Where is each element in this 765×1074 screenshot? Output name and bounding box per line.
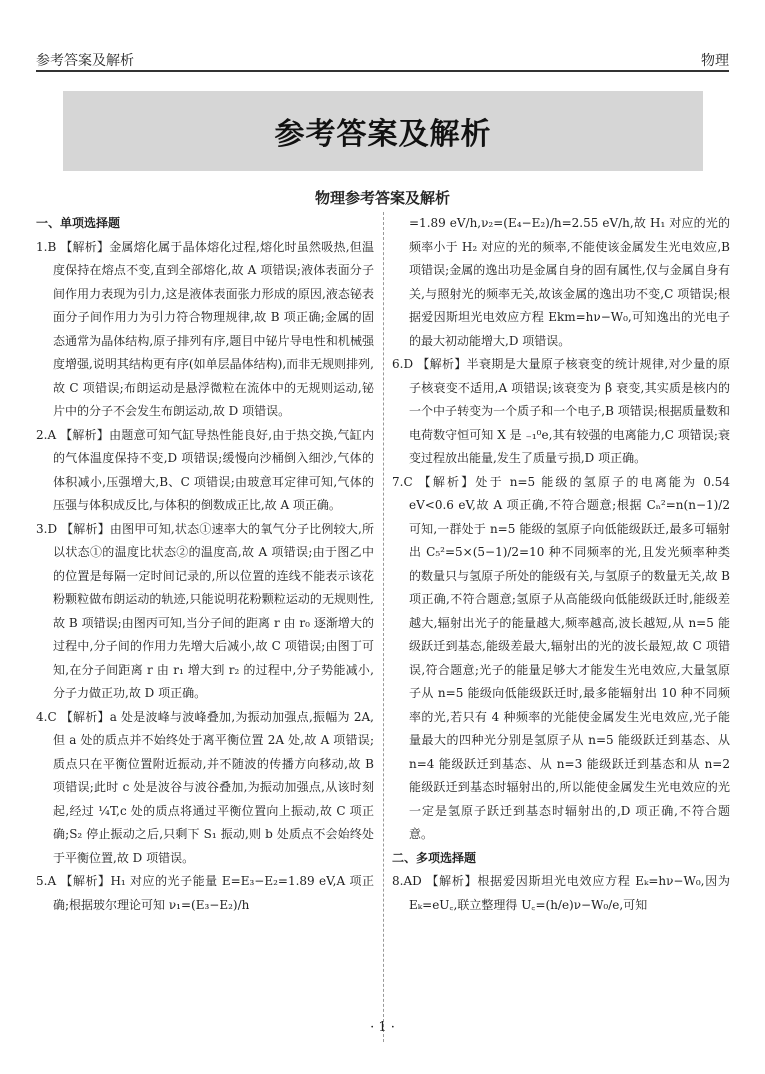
answer-item-4: 4.C 【解析】a 处是波峰与波峰叠加,为振动加强点,振幅为 2A,但 a 处的质点并不始终处于离平衡位置 2A 处,故 A 项错误;质点只在平衡位置附近振动,并不随波的传播方向移动,故 B 项错误;此时 c 处是波谷与波谷叠加,为振动加强点,从该时刻起,经过 ¼T,c 处的质点将通过平衡位置向上振动,故 C 项正确;S₂ 停止振动之后,只剩下 S₁ 振动,则 b 处质点不会始终处于平衡位置,故 D 项错误。 [36, 709, 374, 865]
answer-item-3: 3.D 【解析】由图甲可知,状态①速率大的氧气分子比例较大,所以状态①的温度比状态②的温度高,故 A 项错误;由于图乙中的位置是每隔一定时间记录的,所以位置的连线不能表示该花粉颗粒做布朗运动的轨迹,只能说明花粉颗粒运动的无规则性,故 B 项错误;由图丙可知,当分子间的距离 r 由 r₀ 逐渐增大的过程中,分子间的作用力先增大后减小,故 C 项错误;由图丁可知,在分子间距离 r 由 r₁ 增大到 r₂ 的过程中,分子势能减小,分子力做正功,故 D 项正确。 [36, 521, 374, 700]
column-divider [383, 212, 384, 1042]
answer-item-8: 8.AD 【解析】根据爱因斯坦光电效应方程 Eₖ=hν−W₀,因为 Eₖ=eU꜀,联立整理得 U꜀=(h/e)ν−W₀/e,可知 [392, 874, 730, 912]
answer-item-1: 1.B 【解析】金属熔化属于晶体熔化过程,熔化时虽然吸热,但温度保持在熔点不变,直到全部熔化,故 A 项错误;液体表面分子间作用力表现为引力,这是液体表面张力形成的原因,液态铋表面分子间作用力为引力符合物理规律,故 B 项正确;金属的固态通常为晶体结构,原子排列有序,题目中铋片导电性和机械强度增强,说明其结构更有序(如单层晶体结构),而非无规则排列,故 C 项错误;布朗运动是悬浮微粒在流体中的无规则运动,铋片中的分子不会发生布朗运动,故 D 项错误。 [36, 239, 374, 418]
answer-item-6: 6.D 【解析】半衰期是大量原子核衰变的统计规律,对少量的原子核衰变不适用,A 项错误;该衰变为 β 衰变,其实质是核内的一个中子转变为一个质子和一个电子,B 项错误;根据质量数和电荷数守恒可知 X 是 ₋₁⁰e,其有较强的电离能力,C 项错误;衰变过程放出能量,发生了质量亏损,D 项正确。 [392, 357, 730, 465]
page-header [36, 40, 729, 72]
right-column [392, 212, 730, 917]
header-rule [36, 70, 729, 72]
section-heading-single-choice: 一、单项选择题 [36, 216, 121, 230]
answer-item-5-continued: =1.89 eV/h,ν₂=(E₄−E₂)/h=2.55 eV/h,故 H₁ 对应的光的频率小于 H₂ 对应的光的频率,不能使该金属发生光电效应,B 项错误;金属的逸出功是金属自身的固有属性,仅与金属自身有关,与照射光的频率无关,故该金属的逸出功不变,C 项错误;根据爱因斯坦光电效应方程 Ekm=hν−W₀,可知逸出的光电子的最大初动能增大,D 项错误。 [409, 216, 730, 348]
left-column [36, 212, 374, 917]
answer-item-5: 5.A 【解析】H₁ 对应的光子能量 E=E₃−E₂=1.89 eV,A 项正确;根据玻尔理论可知 ν₁=(E₃−E₂)/h [36, 874, 374, 912]
answer-item-7: 7.C 【解析】处于 n=5 能级的氢原子的电离能为 0.54 eV<0.6 eV,故 A 项正确,不符合题意;根据 Cₙ²=n(n−1)/2 可知,一群处于 n=5 能级的氢原子向低能级跃迁,最多可辐射出 C₅²=5×(5−1)/2=10 种不同频率的光,且发光频率种类的数量只与氢原子所处的能级有关,与氢原子的数量无关,故 B 项正确,不符合题意;氢原子从高能级向低能级跃迁时,能级差越大,辐射出光子的能量越大,频率越高,波长越短,从 n=5 能级跃迁到基态,能级差最大,辐射出的光的波长最短,故 C 项错误,符合题意;光子的能量足够大才能发生光电效应,大量氢原子从 n=5 能级向低能级跃迁时,最多能辐射出 10 种不同频率的光,若只有 4 种频率的光能使金属发生光电效应,光子能量最大的四种光分别是氢原子从 n=5 能级跃迁到基态、从 n=4 能级跃迁到基态、从 n=3 能级跃迁到基态和从 n=2 能级跃迁到基态时辐射出的,所以能使金属发生光电效应的光一定是氢原子跃迁到基态时辐射出的,D 项正确,不符合题意。 [392, 474, 730, 841]
answer-item-2: 2.A 【解析】由题意可知气缸导热性能良好,由于热交换,气缸内的气体温度保持不变,D 项错误;缓慢向沙桶倒入细沙,气体的体积减小,压强增大,B、C 项错误;由玻意耳定律可知,气体的压强与体积成反比,与体积的倒数成正比,故 A 项正确。 [36, 427, 374, 512]
title-banner [63, 91, 703, 171]
page-number: · 1 · [370, 1020, 395, 1035]
header-subject: 物理 [701, 53, 729, 69]
document-subtitle: 物理参考答案及解析 [314, 189, 450, 207]
header-title: 参考答案及解析 [36, 53, 134, 69]
section-heading-multiple-choice: 二、多项选择题 [392, 850, 477, 865]
banner-title: 参考答案及解析 [274, 117, 492, 152]
